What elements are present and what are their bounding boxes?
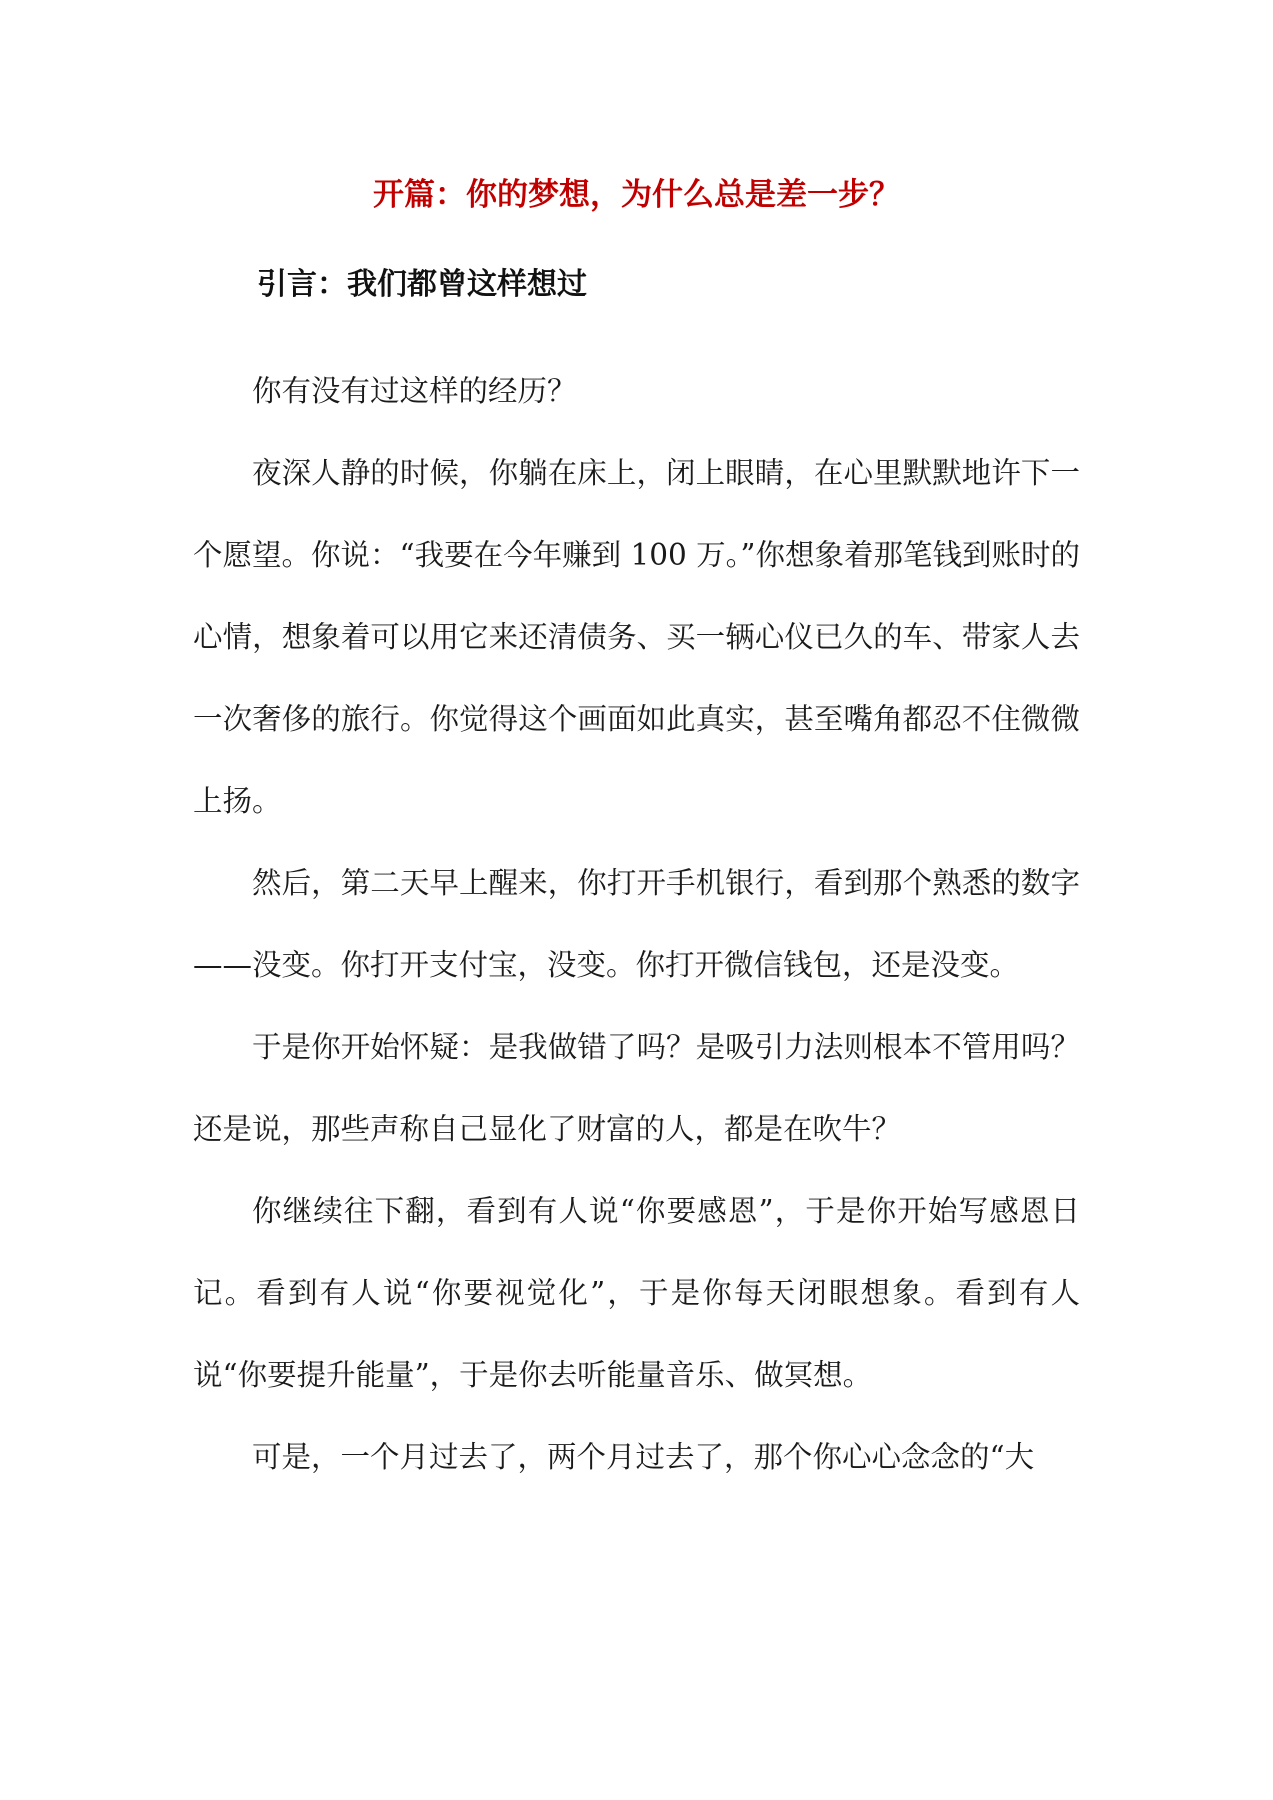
paragraph: 夜深人静的时候，你躺在床上，闭上眼睛，在心里默默地许下一个愿望。你说：“我要在今年赚到 100 万。”你想象着那笔钱到账时的心情，想象着可以用它来还清债务、买一辆心仪已久的车、带家人去一次奢侈的旅行。你觉得这个画面如此真实，甚至嘴角都忍不住微微上扬。 <box>193 456 1080 818</box>
document-body <box>193 350 1080 1498</box>
paragraph: 于是你开始怀疑：是我做错了吗？是吸引力法则根本不管用吗？还是说，那些声称自己显化了财富的人，都是在吹牛？ <box>193 1030 1080 1146</box>
document-title: 开篇：你的梦想，为什么总是差一步？ <box>373 177 900 213</box>
section-heading: 引言：我们都曾这样想过 <box>257 267 587 302</box>
paragraph: 可是，一个月过去了，两个月过去了，那个你心心念念的“大 <box>252 1440 1035 1474</box>
paragraph: 你继续往下翻，看到有人说“你要感恩”，于是你开始写感恩日记。看到有人说“你要视觉化”，于是你每天闭眼想象。看到有人说“你要提升能量”，于是你去听能量音乐、做冥想。 <box>193 1194 1080 1392</box>
paragraph: 你有没有过这样的经历？ <box>252 374 577 408</box>
paragraph: 然后，第二天早上醒来，你打开手机银行，看到那个熟悉的数字——没变。你打开支付宝，没变。你打开微信钱包，还是没变。 <box>193 866 1080 982</box>
